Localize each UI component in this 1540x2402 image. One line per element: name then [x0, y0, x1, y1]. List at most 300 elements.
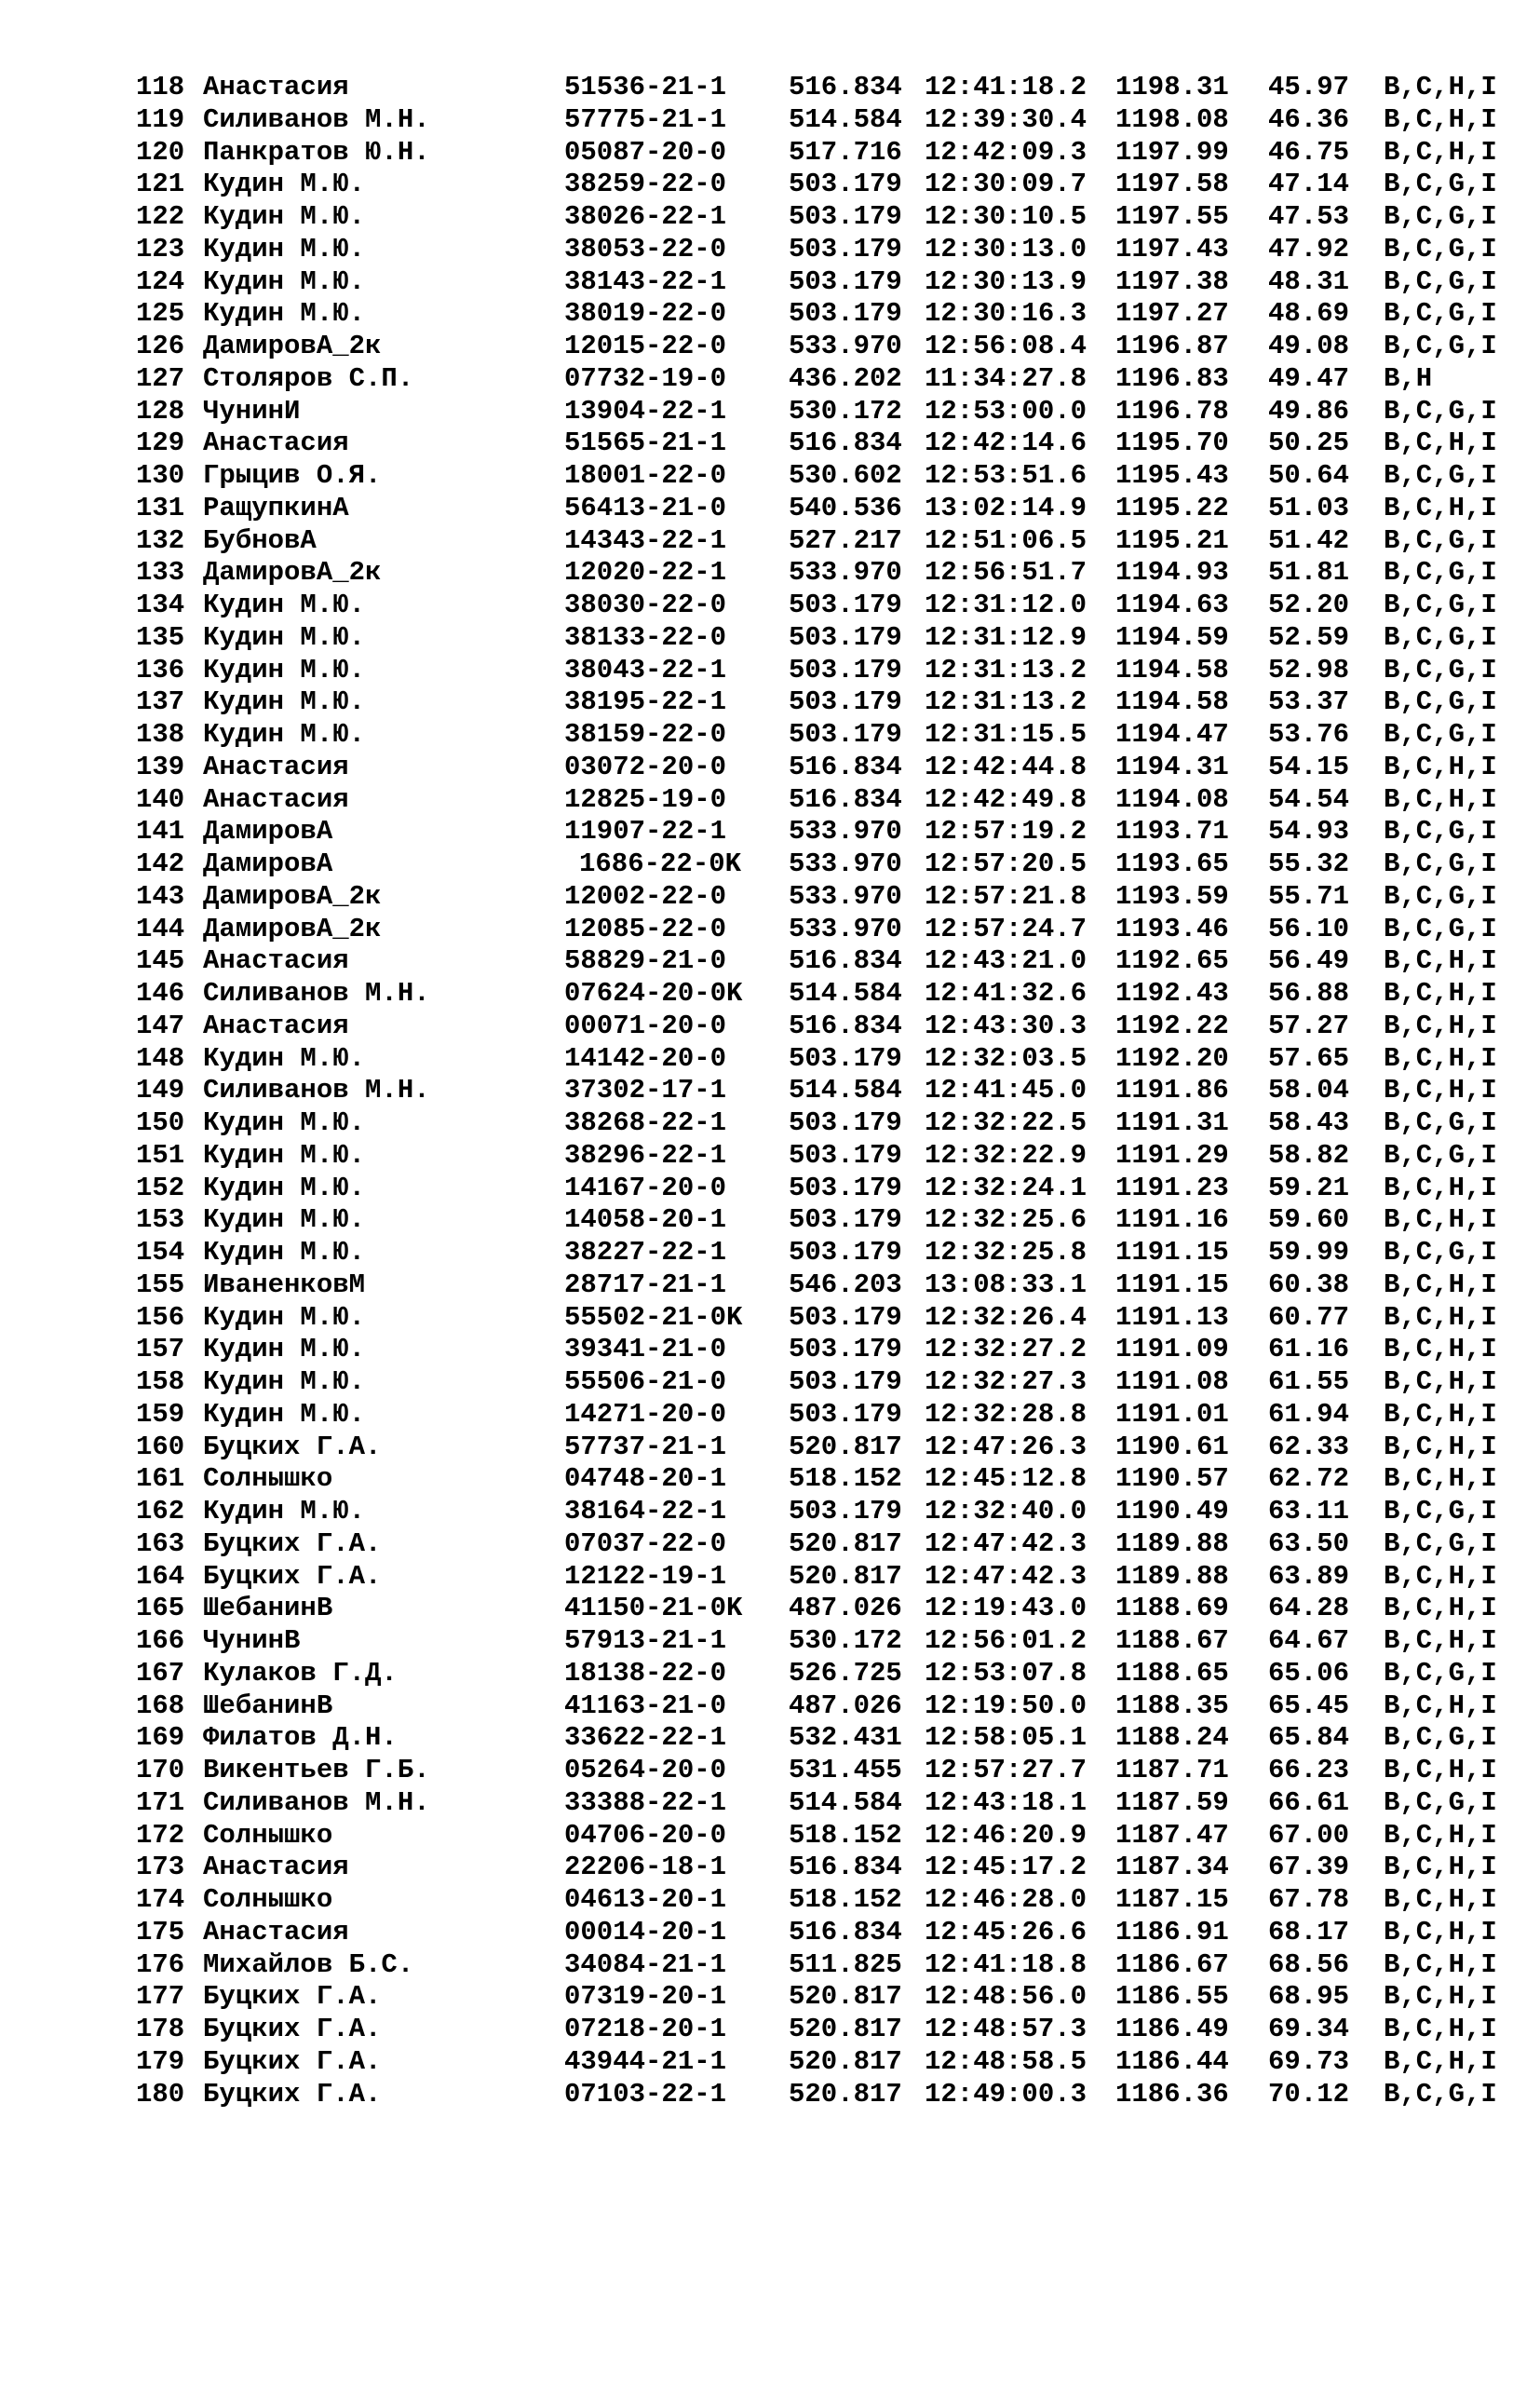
distance-cell: 487.026 — [789, 1593, 902, 1624]
speed-cell: 1188.65 — [1115, 1657, 1229, 1689]
coefficient-cell: 55.71 — [1268, 880, 1350, 912]
distance-cell: 518.152 — [789, 1884, 902, 1915]
fancier-name-cell: Анастасия — [203, 1852, 349, 1883]
speed-cell: 1188.35 — [1115, 1690, 1229, 1721]
table-row — [136, 2079, 1505, 2111]
table-row — [136, 1722, 1505, 1755]
ring-number-cell: 1686-22-0K — [579, 848, 742, 879]
arrival-time-cell: 12:32:24.1 — [925, 1172, 1087, 1203]
ring-number-cell: 38133-22-0 — [564, 621, 727, 653]
place-cell: 136 — [136, 654, 185, 685]
speed-cell: 1186.44 — [1115, 2045, 1229, 2077]
distance-cell: 503.179 — [789, 169, 902, 200]
coefficient-cell: 50.25 — [1268, 427, 1350, 459]
fancier-name-cell: Кудин М.Ю. — [203, 719, 366, 750]
flags-cell: B,C,H,I — [1384, 427, 1497, 459]
flags-cell: B,C,H,I — [1384, 1010, 1497, 1041]
speed-cell: 1186.55 — [1115, 1981, 1229, 2013]
fancier-name-cell: БубновА — [203, 524, 317, 556]
fancier-name-cell: Анастасия — [203, 751, 349, 782]
coefficient-cell: 59.99 — [1268, 1237, 1350, 1268]
distance-cell: 511.825 — [789, 1948, 902, 1980]
ring-number-cell: 41163-21-0 — [564, 1690, 727, 1721]
coefficient-cell: 57.65 — [1268, 1042, 1350, 1074]
coefficient-cell: 45.97 — [1268, 72, 1350, 102]
coefficient-cell: 59.60 — [1268, 1204, 1350, 1236]
flags-cell: B,C,G,I — [1384, 265, 1497, 297]
place-cell: 159 — [136, 1398, 185, 1430]
distance-cell: 530.172 — [789, 395, 902, 427]
speed-cell: 1186.91 — [1115, 1916, 1229, 1947]
fancier-name-cell: Буцких Г.А. — [203, 2078, 382, 2110]
speed-cell: 1191.31 — [1115, 1107, 1229, 1138]
flags-cell: B,C,H,I — [1384, 72, 1497, 102]
arrival-time-cell: 12:47:42.3 — [925, 1527, 1087, 1559]
distance-cell: 503.179 — [789, 590, 902, 620]
fancier-name-cell: Кудин М.Ю. — [203, 621, 366, 653]
distance-cell: 503.179 — [789, 719, 902, 750]
arrival-time-cell: 12:49:00.3 — [925, 2078, 1087, 2110]
arrival-time-cell: 12:31:13.2 — [925, 654, 1087, 685]
table-row — [136, 1593, 1505, 1625]
coefficient-cell: 52.59 — [1268, 621, 1350, 653]
place-cell: 167 — [136, 1657, 185, 1689]
fancier-name-cell: Кудин М.Ю. — [203, 1366, 366, 1397]
coefficient-cell: 70.12 — [1268, 2078, 1350, 2110]
table-row — [136, 1399, 1505, 1432]
arrival-time-cell: 12:48:57.3 — [925, 2014, 1087, 2044]
coefficient-cell: 60.77 — [1268, 1301, 1350, 1333]
coefficient-cell: 46.75 — [1268, 136, 1350, 168]
ring-number-cell: 58829-21-0 — [564, 945, 727, 977]
table-row — [136, 1884, 1505, 1917]
arrival-time-cell: 12:32:28.8 — [925, 1398, 1087, 1430]
ring-number-cell: 38053-22-0 — [564, 233, 727, 265]
place-cell: 168 — [136, 1690, 185, 1721]
fancier-name-cell: Столяров С.П. — [203, 362, 414, 394]
arrival-time-cell: 12:31:12.0 — [925, 590, 1087, 620]
ring-number-cell: 18138-22-0 — [564, 1657, 727, 1689]
flags-cell: B,H — [1384, 362, 1433, 394]
place-cell: 145 — [136, 945, 185, 977]
arrival-time-cell: 12:32:22.5 — [925, 1107, 1087, 1138]
ring-number-cell: 38159-22-0 — [564, 719, 727, 750]
flags-cell: B,C,G,I — [1384, 460, 1497, 491]
coefficient-cell: 58.82 — [1268, 1139, 1350, 1171]
ring-number-cell: 38296-22-1 — [564, 1139, 727, 1171]
flags-cell: B,C,G,I — [1384, 233, 1497, 265]
speed-cell: 1190.49 — [1115, 1496, 1229, 1527]
ring-number-cell: 34084-21-1 — [564, 1948, 727, 1980]
place-cell: 172 — [136, 1819, 185, 1851]
arrival-time-cell: 12:51:06.5 — [925, 524, 1087, 556]
arrival-time-cell: 12:48:58.5 — [925, 2045, 1087, 2077]
coefficient-cell: 53.37 — [1268, 686, 1350, 718]
ring-number-cell: 07103-22-1 — [564, 2078, 727, 2110]
table-row — [136, 1237, 1505, 1269]
coefficient-cell: 66.23 — [1268, 1755, 1350, 1785]
place-cell: 127 — [136, 362, 185, 394]
table-row — [136, 1366, 1505, 1399]
flags-cell: B,C,H,I — [1384, 103, 1497, 135]
fancier-name-cell: Солнышко — [203, 1884, 333, 1915]
place-cell: 150 — [136, 1107, 185, 1138]
distance-cell: 503.179 — [789, 1237, 902, 1268]
fancier-name-cell: ДамировА — [203, 848, 333, 879]
flags-cell: B,C,G,I — [1384, 1139, 1497, 1171]
speed-cell: 1198.31 — [1115, 72, 1229, 102]
table-row — [136, 234, 1505, 266]
distance-cell: 516.834 — [789, 751, 902, 782]
ring-number-cell: 12015-22-0 — [564, 331, 727, 361]
coefficient-cell: 62.33 — [1268, 1431, 1350, 1462]
fancier-name-cell: РащупкинА — [203, 492, 349, 523]
place-cell: 133 — [136, 557, 185, 589]
ring-number-cell: 11907-22-1 — [564, 816, 727, 848]
fancier-name-cell: Анастасия — [203, 72, 349, 102]
coefficient-cell: 49.47 — [1268, 362, 1350, 394]
arrival-time-cell: 12:19:50.0 — [925, 1690, 1087, 1721]
table-row — [136, 1917, 1505, 1949]
ring-number-cell: 38030-22-0 — [564, 590, 727, 620]
flags-cell: B,C,H,I — [1384, 1204, 1497, 1236]
ring-number-cell: 12122-19-1 — [564, 1560, 727, 1592]
flags-cell: B,C,H,I — [1384, 1366, 1497, 1397]
fancier-name-cell: Панкратов Ю.Н. — [203, 136, 430, 168]
coefficient-cell: 63.50 — [1268, 1527, 1350, 1559]
place-cell: 157 — [136, 1334, 185, 1365]
flags-cell: B,C,H,I — [1384, 1690, 1497, 1721]
flags-cell: B,C,H,I — [1384, 1981, 1497, 2013]
speed-cell: 1191.09 — [1115, 1334, 1229, 1365]
flags-cell: B,C,G,I — [1384, 201, 1497, 232]
fancier-name-cell: Анастасия — [203, 1010, 349, 1041]
place-cell: 138 — [136, 719, 185, 750]
flags-cell: B,C,G,I — [1384, 621, 1497, 653]
place-cell: 119 — [136, 103, 185, 135]
fancier-name-cell: ДамировА_2к — [203, 331, 382, 361]
table-row — [136, 1561, 1505, 1594]
table-row — [136, 1755, 1505, 1787]
distance-cell: 514.584 — [789, 1075, 902, 1106]
ring-number-cell: 12020-22-1 — [564, 557, 727, 589]
table-row — [136, 1787, 1505, 1820]
place-cell: 153 — [136, 1204, 185, 1236]
place-cell: 161 — [136, 1463, 185, 1495]
fancier-name-cell: Кудин М.Ю. — [203, 686, 366, 718]
speed-cell: 1194.59 — [1115, 621, 1229, 653]
fancier-name-cell: Кудин М.Ю. — [203, 1042, 366, 1074]
coefficient-cell: 66.61 — [1268, 1786, 1350, 1818]
place-cell: 179 — [136, 2045, 185, 2077]
ring-number-cell: 07037-22-0 — [564, 1527, 727, 1559]
flags-cell: B,C,H,I — [1384, 136, 1497, 168]
flags-cell: B,C,G,I — [1384, 686, 1497, 718]
flags-cell: B,C,H,I — [1384, 1431, 1497, 1462]
distance-cell: 503.179 — [789, 621, 902, 653]
place-cell: 152 — [136, 1172, 185, 1203]
coefficient-cell: 58.43 — [1268, 1107, 1350, 1138]
flags-cell: B,C,H,I — [1384, 492, 1497, 523]
flags-cell: B,C,G,I — [1384, 1527, 1497, 1559]
place-cell: 129 — [136, 427, 185, 459]
place-cell: 175 — [136, 1916, 185, 1947]
speed-cell: 1191.16 — [1115, 1204, 1229, 1236]
flags-cell: B,C,H,I — [1384, 1948, 1497, 1980]
coefficient-cell: 67.78 — [1268, 1884, 1350, 1915]
place-cell: 120 — [136, 136, 185, 168]
flags-cell: B,C,H,I — [1384, 1269, 1497, 1300]
ring-number-cell: 28717-21-1 — [564, 1269, 727, 1300]
ring-number-cell: 41150-21-0K — [564, 1593, 743, 1624]
flags-cell: B,C,G,I — [1384, 1237, 1497, 1268]
coefficient-cell: 59.21 — [1268, 1172, 1350, 1203]
table-row — [136, 784, 1505, 817]
flags-cell: B,C,G,I — [1384, 331, 1497, 361]
place-cell: 166 — [136, 1625, 185, 1656]
distance-cell: 520.817 — [789, 1560, 902, 1592]
distance-cell: 503.179 — [789, 1496, 902, 1527]
fancier-name-cell: Кудин М.Ю. — [203, 1301, 366, 1333]
flags-cell: B,C,H,I — [1384, 1463, 1497, 1495]
table-row — [136, 1625, 1505, 1658]
arrival-time-cell: 12:41:32.6 — [925, 978, 1087, 1009]
coefficient-cell: 63.11 — [1268, 1496, 1350, 1527]
distance-cell: 503.179 — [789, 298, 902, 330]
table-row — [136, 1140, 1505, 1173]
coefficient-cell: 48.31 — [1268, 265, 1350, 297]
speed-cell: 1195.70 — [1115, 427, 1229, 459]
ring-number-cell: 38259-22-0 — [564, 169, 727, 200]
table-row — [136, 1852, 1505, 1884]
flags-cell: B,C,G,I — [1384, 1657, 1497, 1689]
fancier-name-cell: Викентьев Г.Б. — [203, 1755, 430, 1785]
arrival-time-cell: 12:42:09.3 — [925, 136, 1087, 168]
distance-cell: 516.834 — [789, 72, 902, 102]
flags-cell: B,C,H,I — [1384, 1172, 1497, 1203]
ring-number-cell: 04706-20-0 — [564, 1819, 727, 1851]
place-cell: 173 — [136, 1852, 185, 1883]
arrival-time-cell: 12:32:40.0 — [925, 1496, 1087, 1527]
arrival-time-cell: 12:45:12.8 — [925, 1463, 1087, 1495]
place-cell: 131 — [136, 492, 185, 523]
fancier-name-cell: Солнышко — [203, 1463, 333, 1495]
table-row — [136, 201, 1505, 234]
arrival-time-cell: 12:43:21.0 — [925, 945, 1087, 977]
flags-cell: B,C,G,I — [1384, 590, 1497, 620]
speed-cell: 1197.43 — [1115, 233, 1229, 265]
flags-cell: B,C,H,I — [1384, 1852, 1497, 1883]
table-row — [136, 1463, 1505, 1496]
speed-cell: 1186.49 — [1115, 2014, 1229, 2044]
coefficient-cell: 67.39 — [1268, 1852, 1350, 1883]
place-cell: 148 — [136, 1042, 185, 1074]
flags-cell: B,C,G,I — [1384, 298, 1497, 330]
ring-number-cell: 07624-20-0K — [564, 978, 743, 1009]
arrival-time-cell: 13:08:33.1 — [925, 1269, 1087, 1300]
ring-number-cell: 51536-21-1 — [564, 72, 727, 102]
fancier-name-cell: Кудин М.Ю. — [203, 590, 366, 620]
ring-number-cell: 37302-17-1 — [564, 1075, 727, 1106]
flags-cell: B,C,G,I — [1384, 524, 1497, 556]
arrival-time-cell: 12:56:01.2 — [925, 1625, 1087, 1656]
fancier-name-cell: Кудин М.Ю. — [203, 1204, 366, 1236]
distance-cell: 518.152 — [789, 1819, 902, 1851]
place-cell: 146 — [136, 978, 185, 1009]
speed-cell: 1191.23 — [1115, 1172, 1229, 1203]
flags-cell: B,C,G,I — [1384, 654, 1497, 685]
ring-number-cell: 05264-20-0 — [564, 1755, 727, 1785]
arrival-time-cell: 12:48:56.0 — [925, 1981, 1087, 2013]
arrival-time-cell: 12:31:13.2 — [925, 686, 1087, 718]
distance-cell: 520.817 — [789, 1431, 902, 1462]
coefficient-cell: 52.98 — [1268, 654, 1350, 685]
coefficient-cell: 54.93 — [1268, 816, 1350, 848]
coefficient-cell: 64.67 — [1268, 1625, 1350, 1656]
flags-cell: B,C,G,I — [1384, 719, 1497, 750]
arrival-time-cell: 12:41:18.2 — [925, 72, 1087, 102]
speed-cell: 1197.99 — [1115, 136, 1229, 168]
ring-number-cell: 43944-21-1 — [564, 2045, 727, 2077]
distance-cell: 516.834 — [789, 1852, 902, 1883]
speed-cell: 1191.86 — [1115, 1075, 1229, 1106]
fancier-name-cell: ШебанинВ — [203, 1593, 333, 1624]
arrival-time-cell: 12:43:30.3 — [925, 1010, 1087, 1041]
distance-cell: 533.970 — [789, 913, 902, 944]
coefficient-cell: 49.08 — [1268, 331, 1350, 361]
fancier-name-cell: ЧунинВ — [203, 1625, 301, 1656]
table-row — [136, 1107, 1505, 1140]
fancier-name-cell: Силиванов М.Н. — [203, 1786, 430, 1818]
ring-number-cell: 33622-22-1 — [564, 1722, 727, 1754]
arrival-time-cell: 12:58:05.1 — [925, 1722, 1087, 1754]
speed-cell: 1188.67 — [1115, 1625, 1229, 1656]
fancier-name-cell: ШебанинВ — [203, 1690, 333, 1721]
distance-cell: 514.584 — [789, 1786, 902, 1818]
flags-cell: B,C,H,I — [1384, 1042, 1497, 1074]
flags-cell: B,C,G,I — [1384, 1786, 1497, 1818]
place-cell: 118 — [136, 72, 185, 102]
coefficient-cell: 64.28 — [1268, 1593, 1350, 1624]
table-row — [136, 266, 1505, 299]
coefficient-cell: 54.54 — [1268, 783, 1350, 815]
fancier-name-cell: Солнышко — [203, 1819, 333, 1851]
table-row — [136, 686, 1505, 719]
distance-cell: 503.179 — [789, 1107, 902, 1138]
ring-number-cell: 14167-20-0 — [564, 1172, 727, 1203]
ring-number-cell: 51565-21-1 — [564, 427, 727, 459]
table-row — [136, 1432, 1505, 1464]
place-cell: 123 — [136, 233, 185, 265]
speed-cell: 1194.31 — [1115, 751, 1229, 782]
ring-number-cell: 07218-20-1 — [564, 2014, 727, 2044]
place-cell: 164 — [136, 1560, 185, 1592]
flags-cell: B,C,H,I — [1384, 2014, 1497, 2044]
arrival-time-cell: 12:43:18.1 — [925, 1786, 1087, 1818]
distance-cell: 503.179 — [789, 1398, 902, 1430]
ring-number-cell: 14271-20-0 — [564, 1398, 727, 1430]
speed-cell: 1194.58 — [1115, 686, 1229, 718]
distance-cell: 533.970 — [789, 816, 902, 848]
fancier-name-cell: Кудин М.Ю. — [203, 298, 366, 330]
ring-number-cell: 12002-22-0 — [564, 880, 727, 912]
arrival-time-cell: 12:19:43.0 — [925, 1593, 1087, 1624]
table-row — [136, 1820, 1505, 1852]
place-cell: 180 — [136, 2078, 185, 2110]
ring-number-cell: 03072-20-0 — [564, 751, 727, 782]
arrival-time-cell: 12:30:13.0 — [925, 233, 1087, 265]
speed-cell: 1188.69 — [1115, 1593, 1229, 1624]
table-row — [136, 978, 1505, 1011]
coefficient-cell: 63.89 — [1268, 1560, 1350, 1592]
table-row — [136, 169, 1505, 201]
flags-cell: B,C,G,I — [1384, 1722, 1497, 1754]
ring-number-cell: 00014-20-1 — [564, 1916, 727, 1947]
ring-number-cell: 38026-22-1 — [564, 201, 727, 232]
distance-cell: 503.179 — [789, 265, 902, 297]
table-row — [136, 848, 1505, 881]
speed-cell: 1187.59 — [1115, 1786, 1229, 1818]
table-row — [136, 914, 1505, 946]
speed-cell: 1187.71 — [1115, 1755, 1229, 1785]
coefficient-cell: 65.06 — [1268, 1657, 1350, 1689]
arrival-time-cell: 12:45:17.2 — [925, 1852, 1087, 1883]
distance-cell: 526.725 — [789, 1657, 902, 1689]
fancier-name-cell: Буцких Г.А. — [203, 1560, 382, 1592]
arrival-time-cell: 12:56:51.7 — [925, 557, 1087, 589]
table-row — [136, 622, 1505, 655]
coefficient-cell: 51.03 — [1268, 492, 1350, 523]
table-row — [136, 945, 1505, 978]
ring-number-cell: 12085-22-0 — [564, 913, 727, 944]
fancier-name-cell: Кудин М.Ю. — [203, 233, 366, 265]
ring-number-cell: 39341-21-0 — [564, 1334, 727, 1365]
place-cell: 158 — [136, 1366, 185, 1397]
ring-number-cell: 57913-21-1 — [564, 1625, 727, 1656]
ring-number-cell: 55502-21-0K — [564, 1301, 743, 1333]
distance-cell: 503.179 — [789, 1042, 902, 1074]
table-row — [136, 1690, 1505, 1723]
fancier-name-cell: ДамировА — [203, 816, 333, 848]
speed-cell: 1186.67 — [1115, 1948, 1229, 1980]
distance-cell: 540.536 — [789, 492, 902, 523]
speed-cell: 1194.93 — [1115, 557, 1229, 589]
arrival-time-cell: 12:42:14.6 — [925, 427, 1087, 459]
speed-cell: 1194.47 — [1115, 719, 1229, 750]
table-row — [136, 525, 1505, 558]
distance-cell: 530.172 — [789, 1625, 902, 1656]
place-cell: 178 — [136, 2014, 185, 2044]
ring-number-cell: 55506-21-0 — [564, 1366, 727, 1397]
place-cell: 140 — [136, 783, 185, 815]
table-row — [136, 396, 1505, 428]
flags-cell: B,C,G,I — [1384, 169, 1497, 200]
table-row — [136, 1302, 1505, 1335]
ring-number-cell: 13904-22-1 — [564, 395, 727, 427]
ring-number-cell: 12825-19-0 — [564, 783, 727, 815]
distance-cell: 520.817 — [789, 1527, 902, 1559]
table-row — [136, 1981, 1505, 2014]
results-table — [136, 72, 1505, 2110]
place-cell: 122 — [136, 201, 185, 232]
flags-cell: B,C,H,I — [1384, 1398, 1497, 1430]
distance-cell: 514.584 — [789, 103, 902, 135]
arrival-time-cell: 12:32:22.9 — [925, 1139, 1087, 1171]
coefficient-cell: 60.38 — [1268, 1269, 1350, 1300]
speed-cell: 1197.55 — [1115, 201, 1229, 232]
fancier-name-cell: Силиванов М.Н. — [203, 1075, 430, 1106]
table-row — [136, 1204, 1505, 1237]
